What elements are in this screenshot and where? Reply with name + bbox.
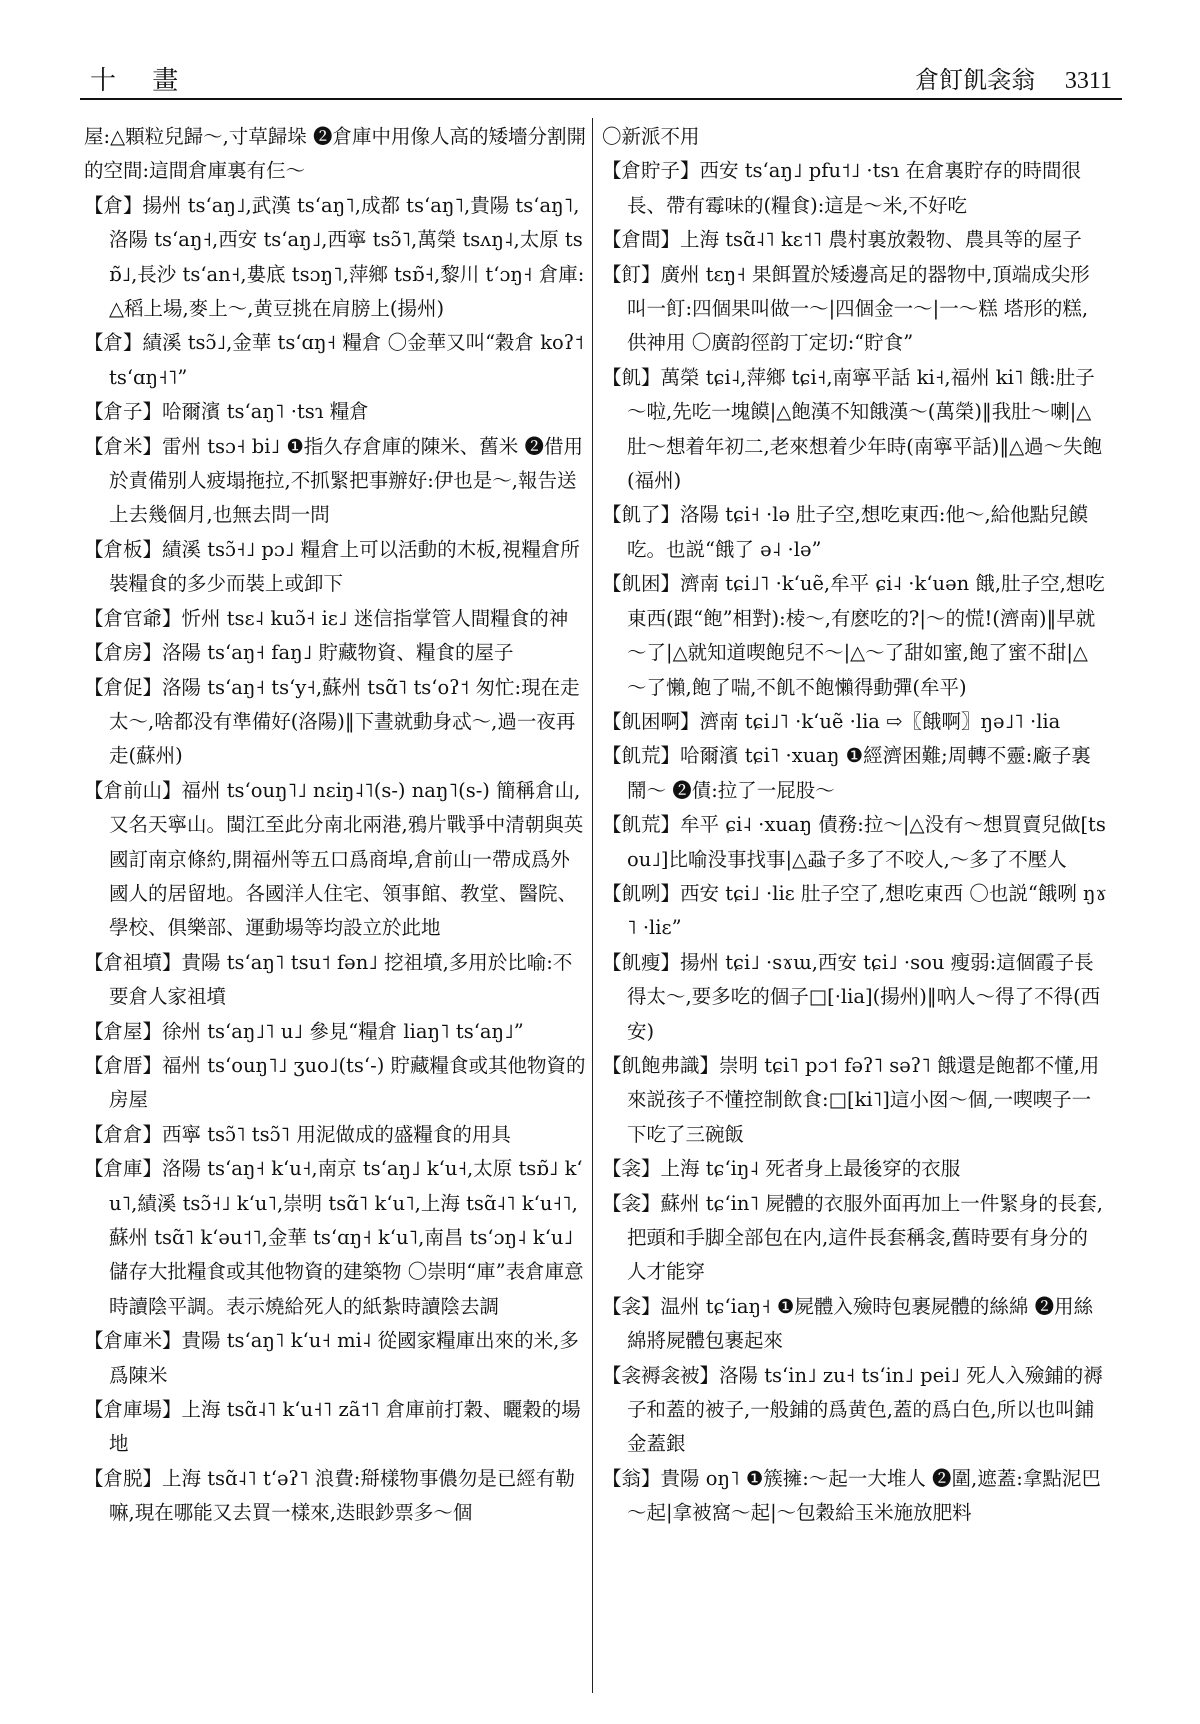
guide-words: 倉飣飢衾翁 [915, 66, 1036, 94]
dictionary-entry: 【倉】揚州 tsʻaŋ˩,武漢 tsʻaŋ˥,成都 tsʻaŋ˥,貴陽 tsʻaŋ˥,洛陽 tsʻaŋ˧,西安 tsʻaŋ˩,西寧 tsɔ̃˥,萬榮 tsʌŋ˨,太原 tsɒ̃˩,長沙 tsʻan˧,婁底 tsɔŋ˥,萍鄉 tsɒ̃˧,黎川 tʻɔŋ˧ 倉庫:△稻上場,麥上～,黄豆挑在肩膀上(揚州) [84, 193, 585, 321]
column-divider [592, 118, 593, 1693]
dictionary-entry: 【飢荒】牟平 ɕi˨ ·xuaŋ 債務:拉～|△没有～想買賣兒做[tsou˩]比喻没事找事|△蝨子多了不咬人,～多了不壓人 [602, 813, 1106, 871]
dictionary-entry: 【倉子】哈爾濱 tsʻaŋ˥ ·tsɿ 糧倉 [84, 400, 369, 424]
dictionary-entry: 屋:△顆粒兒歸～,寸草歸垛 ❷倉庫中用像人高的矮墻分割開的空間:這間倉庫裏有仨～ [84, 125, 586, 183]
dictionary-entry: 【倉祖墳】貴陽 tsʻaŋ˥ tsu˦ fən˩ 挖祖墳,多用於比喻:不要倉人家祖墳 [84, 950, 573, 1009]
dictionary-entry: 【衾】温州 tɕʻiaŋ˧ ❶屍體入殮時包裹屍體的絲綿 ❷用絲綿將屍體包裹起來 [602, 1294, 1094, 1353]
left-column [84, 120, 589, 1531]
dictionary-entry: 【飢困啊】濟南 tɕi˩˥ ·kʻuẽ ·lia ⇨〖餓啊〗ŋə˩˥ ·lia [602, 709, 1061, 733]
header-rule [80, 98, 1122, 100]
page-number: 3311 [1064, 68, 1112, 94]
page-header [80, 52, 1122, 96]
dictionary-entry: 【倉庫場】上海 tsɑ̃˨˥ kʻu˧˥ zã˦˥ 倉庫前打穀、曬穀的場地 [84, 1398, 581, 1456]
dictionary-entry: 【飣】廣州 tɛŋ˧ 果餌置於矮邊高足的器物中,頂端成尖形叫一飣:四個果叫做一～|四個金一～|一～糕 塔形的糕,供神用 〇廣韵徑韵丁定切:“貯食” [602, 262, 1090, 355]
dictionary-entry: 【倉房】洛陽 tsʻaŋ˧ faŋ˩ 貯藏物資、糧食的屋子 [84, 641, 514, 665]
dictionary-entry: 【飢瘦】揚州 tɕi˩ ·sɤɯ,西安 tɕi˩ ·sou 瘦弱:這個霞子長得太～,要多吃的個子□[·lia](揚州)‖吶人～得了不得(西安) [602, 950, 1101, 1043]
dictionary-entry: 【倉庫米】貴陽 tsʻaŋ˥ kʻu˧ mi˨ 從國家糧庫出來的米,多爲陳米 [84, 1329, 579, 1387]
section-title: 十 畫 [90, 66, 193, 96]
dictionary-entry: 【倉】績溪 tsɔ̃˩,金華 tsʻɑŋ˧ 糧倉 〇金華又叫“穀倉 koʔ˦ tsʻɑŋ˧˥” [84, 331, 584, 389]
right-column [602, 120, 1107, 1531]
dictionary-entry: 【倉促】洛陽 tsʻaŋ˧ tsʻy˧,蘇州 tsɑ̃˥ tsʻoʔ˦ 匆忙:現在走太～,啥都没有準備好(洛陽)‖下晝就動身忒～,過一夜再走(蘇州) [84, 675, 580, 768]
dictionary-entry: 【飢】萬榮 tɕi˨,萍鄉 tɕi˧,南寧平話 ki˧,福州 ki˥ 餓:肚子～啦,先吃一塊饃|△飽漢不知餓漢～(萬榮)‖我肚～喇|△肚～想着年初二,老來想着少年時(南寧平話)‖△過～失飽(福州) [602, 365, 1103, 493]
dictionary-entry: 【倉倉】西寧 tsɔ̃˥ tsɔ̃˥ 用泥做成的盛糧食的用具 [84, 1122, 511, 1146]
dictionary-entry: 【倉間】上海 tsɑ̃˨˥ kɛ˦˥ 農村裏放穀物、農具等的屋子 [602, 228, 1082, 252]
dictionary-entry: 【衾】上海 tɕʻiŋ˨ 死者身上最後穿的衣服 [602, 1157, 961, 1181]
dictionary-entry: 【翁】貴陽 oŋ˥ ❶簇擁:～起一大堆人 ❷圍,遮蓋:拿點泥巴～起|拿被窩～起|～包穀給玉米施放肥料 [602, 1466, 1101, 1525]
running-head [915, 60, 1112, 95]
dictionary-entry: 【衾】蘇州 tɕʻin˥ 屍體的衣服外面再加上一件緊身的長套,把頭和手脚全部包在内,這件長套稱衾,舊時要有身分的人才能穿 [602, 1191, 1103, 1284]
dictionary-entry: 【飢困】濟南 tɕi˩˥ ·kʻuẽ,牟平 ɕi˨ ·kʻuən 餓,肚子空,想吃東西(跟“飽”相對):棱～,有麽吃的?|～的慌!(濟南)‖早就～了|△就知道喫飽兒不～|△～了甜如蜜,飽了蜜不甜|△～了懶,飽了喘,不飢不飽懶得動彈(牟平) [602, 572, 1105, 699]
dictionary-entry: 【飢飽弗識】崇明 tɕi˥ pɔ˦ fəʔ˥ səʔ˥ 餓還是飽都不懂,用來説孩子不懂控制飲食:□[ki˥]這小囡～個,一喫喫子一下吃了三碗飯 [602, 1053, 1100, 1146]
dictionary-entry: 〇新派不用 [602, 125, 700, 148]
dictionary-entry: 【飢了】洛陽 tɕi˧ ·lə 肚子空,想吃東西:他～,給他點兒饃吃。也説“餓了 ə˨ ·lə” [602, 503, 1089, 561]
dictionary-entry: 【倉厝】福州 tsʻouŋ˥˩ ʒuo˩(tsʻ-) 貯藏糧食或其他物資的房屋 [84, 1053, 586, 1112]
dictionary-entry: 【衾褥衾被】洛陽 tsʻin˩ zu˧ tsʻin˩ pei˩ 死人入殮鋪的褥子和蓋的被子,一般鋪的爲黄色,蓋的爲白色,所以也叫鋪金蓋銀 [602, 1363, 1103, 1456]
dictionary-entry: 【倉脱】上海 tsɑ̃˨˥ tʻəʔ˥ 浪費:搿樣物事儂勿是已經有勒嘛,現在哪能又去買一樣來,迭眼鈔票多～個 [84, 1466, 575, 1525]
dictionary-entry: 【飢咧】西安 tɕi˩ ·liɛ 肚子空了,想吃東西 〇也説“餓咧 ŋɤ˥ ·liɛ” [602, 881, 1107, 940]
dictionary-entry: 【倉米】雷州 tsɔ˧ bi˩ ❶指久存倉庫的陳米、舊米 ❷借用於責備别人疲塌拖拉,不抓緊把事辦好:伊也是～,報告送上去幾個月,也無去問一問 [84, 434, 583, 527]
dictionary-entry: 【倉貯子】西安 tsʻaŋ˩ pfu˦˩ ·tsɿ 在倉裏貯存的時間很長、帶有霉味的(糧食):這是～米,不好吃 [602, 159, 1081, 217]
dictionary-entry: 【倉前山】福州 tsʻouŋ˥˩ nɛiŋ˨˥(s-) naŋ˥(s-) 簡稱倉山,又名天寧山。閩江至此分南北兩港,鴉片戰爭中清朝與英國訂南京條約,開福州等五口爲商埠,倉前山一帶成爲外國人的居留地。各國洋人住宅、領事館、教堂、醫院、學校、俱樂部、運動場等均設立於此地 [84, 778, 584, 940]
dictionary-entry: 【倉官爺】忻州 tsɛ˨ kuɔ̃˧ iɛ˩ 迷信指掌管人間糧食的神 [84, 606, 569, 630]
dictionary-entry: 【飢荒】哈爾濱 tɕi˥ ·xuaŋ ❶經濟困難;周轉不靈:廠子裏鬧～ ❷債:拉了一屁股～ [602, 744, 1091, 802]
dictionary-entry: 【倉屋】徐州 tsʻaŋ˩˥ u˩ 參見“糧倉 liaŋ˥ tsʻaŋ˩” [84, 1019, 524, 1043]
dictionary-entry: 【倉板】績溪 tsɔ̃˧˩ pɔ˩ 糧倉上可以活動的木板,視糧倉所裝糧食的多少而裝上或卸下 [84, 537, 580, 596]
dictionary-entry: 【倉庫】洛陽 tsʻaŋ˧ kʻu˧,南京 tsʻaŋ˩ kʻu˧,太原 tsɒ̃˩ kʻu˥,績溪 tsɔ̃˧˩ kʻu˥,崇明 tsɑ̃˥ kʻu˥,上海 tsɑ̃˨˥ kʻu˧˥,蘇州 tsɑ̃˥ kʻəu˦˥,金華 tsʻɑŋ˧ kʻu˥,南昌 tsʻɔŋ˨ kʻu˩ 儲存大批糧食或其他物資的建築物 〇崇明“庫”表倉庫意時讀陰平調。表示燒給死人的紙紮時讀陰去調 [84, 1157, 584, 1318]
